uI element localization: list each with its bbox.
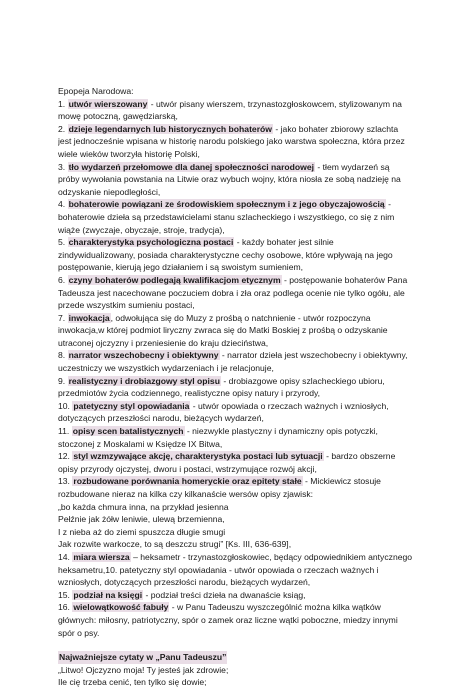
highlighted-term: bohaterowie powiązani ze środowiskiem społecznym i z jego obyczajowością — [68, 199, 385, 210]
line-text-continued: - jako bohater zbiorowy szlachta — [273, 123, 399, 134]
text-line — [58, 224, 430, 237]
text-line — [58, 161, 430, 174]
text-line — [58, 589, 430, 602]
text-line — [58, 312, 430, 325]
text-line — [58, 337, 430, 350]
text-line — [58, 287, 430, 300]
line-text-continued: - postępowanie bohaterów Pana — [281, 274, 408, 285]
line-text: mowę potoczną, gawędziarską, — [58, 111, 178, 122]
highlighted-term: opisy scen batalistycznych — [72, 426, 184, 437]
text-line — [58, 274, 430, 287]
highlighted-term: narrator wszechobecny i obiektywny — [68, 350, 219, 361]
highlighted-term: rozbudowane porównania homeryckie oraz epitety stałe — [73, 476, 302, 487]
line-text: głównych: miłosny, patriotyczny, spór o zamek oraz liczne wątki poboczne, miedzy innymi — [58, 614, 398, 625]
text-line — [58, 198, 430, 211]
text-line — [58, 526, 430, 539]
line-text: wiele wieków tworzyła historię Polski, — [58, 148, 200, 159]
text-line — [58, 614, 430, 627]
text-line — [58, 564, 430, 577]
line-text: 9. — [58, 375, 68, 386]
line-text: utraconej ojczyzny i przeniesienie do kraju dzieciństwa, — [58, 337, 269, 348]
line-text: opisy przyrody ojczystej, dworu i postaci, wstrzymujące rozwój akcji, — [58, 463, 317, 474]
text-line — [58, 538, 430, 551]
line-text-continued: - utwór pisany wierszem, trzynastozgłoskowcem, stylizowanym na — [148, 98, 402, 109]
text-line — [58, 463, 430, 476]
line-text-continued: - każdy bohater jest silnie — [234, 237, 334, 248]
text-line — [58, 627, 430, 640]
text-line — [58, 98, 430, 111]
section-gap — [58, 639, 430, 651]
line-text: dotyczących przeszłości narodu, bieżących wydarzeń, — [58, 413, 264, 424]
text-line — [58, 123, 430, 136]
line-text-continued: - tłem wydarzeń są — [315, 161, 390, 172]
text-line — [58, 425, 430, 438]
line-text: rozbudowane nieraz na kilka czy kilkanaście wersów opisy zjawisk: — [58, 489, 314, 499]
text-line — [58, 349, 430, 362]
line-text: 2. — [58, 123, 68, 134]
line-text: bohaterowie dzieła są przedstawicielami stanu szlacheckiego i wszystkiego, co się z nim — [58, 211, 395, 222]
line-text: 3. — [58, 161, 68, 172]
quote-line: „Litwo! Ojczyzno moja! Ty jesteś jak zdrowie; — [58, 664, 229, 675]
line-text: 8. — [58, 350, 68, 361]
line-text-continued: , odwołująca się do Muzy z prośbą o natchnienie - utwór rozpoczyna — [110, 312, 371, 323]
line-text-continued: - bardzo obszerne — [323, 451, 396, 462]
line-text: „bo każda chmura inna, na przykład jesienna — [58, 501, 229, 512]
line-text: przede wszystkim sumieniu postaci, — [58, 300, 195, 311]
line-text-continued: - drobiazgowe opisy szlacheckiego ubioru, — [220, 375, 385, 386]
highlighted-term: styl wzmzywające akcję, charakterystyka postaci lub sytuacji — [73, 451, 323, 462]
line-text: Pełźnie jak żółw leniwie, ulewą brzemienna, — [58, 514, 225, 525]
line-text: Epopeja Narodowa: — [58, 86, 134, 96]
text-line — [58, 236, 430, 249]
document-body — [58, 85, 430, 639]
text-line — [58, 513, 430, 526]
line-text: jest jednocześnie wpisana w historię narodu polskiego jako warstwa społeczna, która przez — [58, 136, 405, 147]
line-text: 6. — [58, 274, 68, 285]
highlighted-term: wielowątkowość fabuły — [73, 602, 169, 613]
text-line — [58, 186, 430, 199]
text-line — [58, 85, 430, 98]
highlighted-term: charakterystyka psychologiczna postaci — [68, 237, 234, 248]
text-line — [58, 261, 430, 274]
highlighted-term: patetyczny styl opowiadania — [73, 400, 190, 411]
highlighted-term: miara wiersza — [73, 551, 130, 562]
text-line — [58, 375, 430, 388]
text-line — [58, 324, 430, 337]
line-text: 15. — [58, 589, 73, 600]
line-text: 12. — [58, 451, 73, 462]
text-line — [58, 362, 430, 375]
line-text: 14. — [58, 551, 73, 562]
text-line — [58, 387, 430, 400]
highlighted-term: utwór wierszowany — [68, 98, 148, 109]
quotes-heading-line — [58, 651, 430, 664]
line-text: I z nieba aż do ziemi spuszcza długie smugi — [58, 526, 226, 537]
quote-line: Ile cię trzeba cenić, ten tylko się dowie; — [58, 677, 207, 688]
text-line — [58, 501, 430, 514]
line-text: uczestniczy we wszystkich wydarzeniach i je relacjonuje, — [58, 363, 274, 374]
line-text: 10. — [58, 400, 73, 411]
quotes-heading: Najważniejsze cytaty w „Panu Tadeuszu” — [59, 652, 227, 663]
text-line — [58, 400, 430, 413]
highlighted-term: tło wydarzeń przełomowe dla danej społeczności narodowej — [68, 161, 315, 172]
line-text: Tadeusza jest nacechowane poczuciem dobra i zła oraz podlega ocenie nie tylko ogółu, ale — [58, 287, 405, 298]
text-line — [58, 576, 430, 589]
line-text: postępowanie, kierują jego działaniem i są swoistym sumieniem, — [58, 262, 304, 273]
line-text-continued: - utwór opowiada o rzeczach ważnych i wzniosłych, — [190, 400, 389, 411]
line-text: 13. — [58, 476, 73, 487]
line-text: próby wywołania powstania na Litwie oraz wybuch wojny, która niosła ze sobą nadzieję na — [58, 174, 401, 185]
line-text: 16. — [58, 602, 73, 613]
text-line — [58, 249, 430, 262]
text-line — [58, 475, 430, 488]
highlighted-term: realistyczny i drobiazgowy styl opisu — [68, 375, 220, 386]
highlighted-term: dzieje legendarnych lub historycznych bohaterów — [68, 123, 272, 134]
line-text-continued: - narrator dzieła jest wszechobecny i obiektywny, — [219, 350, 408, 361]
line-text: 4. — [58, 199, 68, 210]
text-line — [58, 488, 430, 501]
line-text-continued: - Mickiewicz stosuje — [302, 476, 381, 487]
line-text: inwokacja,w której podmiot liryczny zwraca się do Matki Boskiej z prośbą o odzyskanie — [58, 325, 388, 336]
line-text: heksametru,10. patetyczny styl opowiadania - utwór opowiada o rzeczach ważnych i — [58, 564, 379, 575]
text-line — [58, 110, 430, 123]
line-text: przedmiotów życia codziennego, realistyczne opisy natury i przyrody, — [58, 388, 321, 399]
highlighted-term: inwokacja — [68, 312, 110, 323]
line-text: stoczonej z Moskalami w Księdze IX Bitwa, — [58, 438, 223, 449]
line-text: 11. — [58, 426, 72, 437]
text-line — [58, 412, 430, 425]
line-text: wzniosłych, dotyczących przeszłości narodu, bieżących wydarzeń, — [58, 577, 311, 588]
line-text-continued: - podział treści dzieła na dwanaście ksiąg, — [143, 589, 306, 600]
highlighted-term: podział na księgi — [73, 589, 143, 600]
line-text: odzyskanie niepodległości, — [58, 186, 161, 197]
line-text: 5. — [58, 237, 68, 248]
text-line — [58, 601, 430, 614]
text-line — [58, 173, 430, 186]
line-text: 7. — [58, 312, 68, 323]
highlighted-term: czyny bohaterów podlegają kwalifikacjom etycznym — [68, 274, 281, 285]
line-text: spór o psy. — [58, 627, 100, 638]
line-text: 1. — [58, 98, 68, 109]
line-text-continued: – heksametr - trzynastozgłoskowiec, będący odpowiednikiem antycznego — [130, 551, 413, 562]
line-text-continued: - — [385, 199, 391, 210]
text-line — [58, 551, 430, 564]
line-text: wiąże (zwyczaje, obyczaje, stroje, tradycja), — [58, 224, 225, 235]
text-line — [58, 299, 430, 312]
line-text-continued: - niezwykle plastyczny i dynamiczny opis potyczki, — [184, 426, 378, 437]
line-text-continued: - w Panu Tadeuszu wyszczególnić można kilka wątków — [169, 602, 381, 613]
text-line — [58, 148, 430, 161]
text-line — [58, 135, 430, 148]
text-line — [58, 211, 430, 224]
line-text: Jak rozwite warkocze, to są deszczu strugi” [Ks. III, 636-639], — [58, 539, 292, 550]
line-text: zindywidualizowany, posiada charakterystyczne cechy osobowe, które wpływają na jego — [58, 249, 393, 260]
text-line — [58, 450, 430, 463]
text-line — [58, 438, 430, 451]
